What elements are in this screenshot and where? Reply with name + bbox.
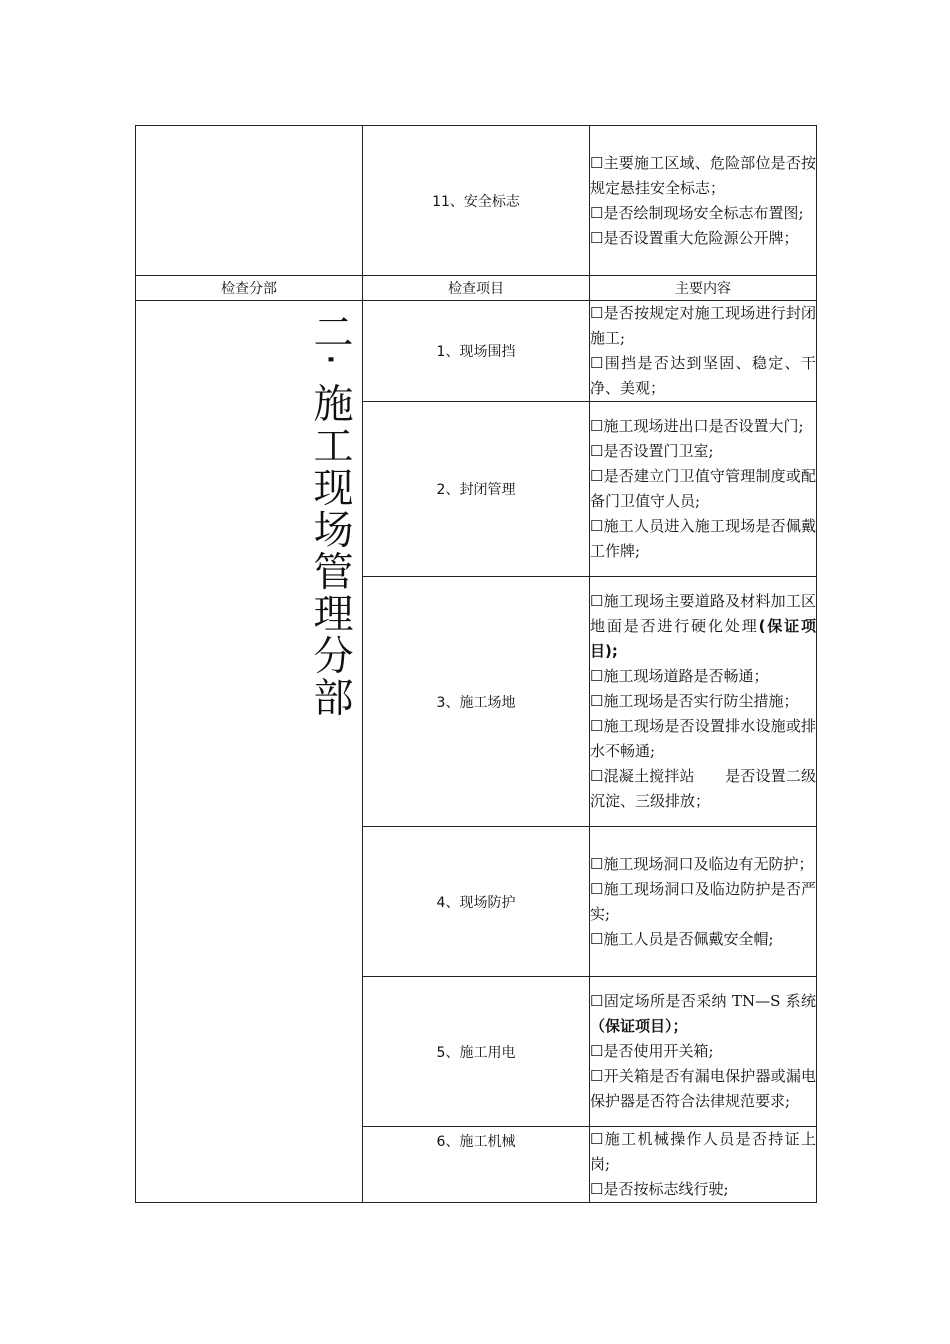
empty-section-cell [136, 126, 363, 276]
content-cell [590, 301, 817, 402]
table-row [136, 126, 817, 276]
header-content: 主要内容 [590, 276, 817, 301]
inspection-item: 4、现场防护 [363, 827, 590, 977]
content-cell [590, 977, 817, 1127]
inspection-item: 5、施工用电 [363, 977, 590, 1127]
content-line: ☐施工现场是否实行防尘措施； [590, 692, 799, 710]
inspection-table [135, 125, 817, 1203]
table-row [136, 301, 817, 402]
content-line: ☐施工现场洞口及临边有无防护； [590, 854, 814, 873]
content-cell [590, 126, 817, 276]
guarantee-item-label: （保证项目）； [590, 1017, 688, 1035]
content-line: ☐是否使用开关箱; [590, 1042, 714, 1060]
content-line: ☐主要施工区域、危险部位是否按规定悬挂安全标志； [590, 153, 816, 197]
content-line: ☐是否设置门卫室; [590, 442, 714, 460]
content-text: ☐固定场所是否采纳 TN—S 系统 [590, 992, 816, 1010]
content-line [590, 989, 816, 1039]
header-section: 检查分部 [136, 276, 363, 301]
content-cell [590, 402, 817, 577]
content-cell [590, 827, 817, 977]
content-line: ☐是否建立门卫值守管理制度或配备门卫值守人员; [590, 467, 816, 510]
content-line: ☐是否设置重大危险源公开牌； [590, 228, 799, 247]
content-line: ☐混凝土搅拌站 是否设置二级沉淀、三级排放； [590, 767, 816, 810]
content-line: ☐施工现场洞口及临边防护是否严实; [590, 879, 816, 923]
content-line: ☐施工机械操作人员是否持证上岗; [590, 1130, 816, 1173]
inspection-item: 11、安全标志 [363, 126, 590, 276]
content-cell [590, 577, 817, 827]
header-row [136, 276, 817, 301]
inspection-item: 6、施工机械 [363, 1127, 590, 1203]
content-line: ☐施工现场是否设置排水设施或排水不畅通; [590, 717, 816, 760]
inspection-item: 2、封闭管理 [363, 402, 590, 577]
section-title: 二· 施工现场管理分部 [307, 311, 353, 719]
content-line: ☐施工人员是否佩戴安全帽; [590, 929, 774, 948]
content-cell [590, 1127, 817, 1203]
header-item: 检查项目 [363, 276, 590, 301]
content-line: ☐施工现场道路是否畅通； [590, 667, 769, 685]
section-cell [136, 301, 363, 1203]
inspection-item: 3、施工场地 [363, 577, 590, 827]
content-line: ☐开关箱是否有漏电保护器或漏电保护器是否符合法律规范要求; [590, 1067, 816, 1110]
content-line [590, 589, 816, 664]
content-line: ☐是否按规定对施工现场进行封闭施工; [590, 304, 816, 347]
content-line: ☐施工人员进入施工现场是否佩戴工作牌; [590, 517, 816, 560]
content-line: ☐是否绘制现场安全标志布置图; [590, 203, 804, 222]
guarantee-item-label: (保证项目); [590, 617, 816, 660]
content-line: ☐施工现场进出口是否设置大门; [590, 417, 804, 435]
content-line: ☐围挡是否达到坚固、稳定、干净、美观； [590, 354, 816, 397]
inspection-item: 1、现场围挡 [363, 301, 590, 402]
content-text: ☐施工现场主要道路及材料加工区地面是否进行硬化处理 [590, 592, 816, 635]
content-line: ☐是否按标志线行驶; [590, 1180, 729, 1198]
